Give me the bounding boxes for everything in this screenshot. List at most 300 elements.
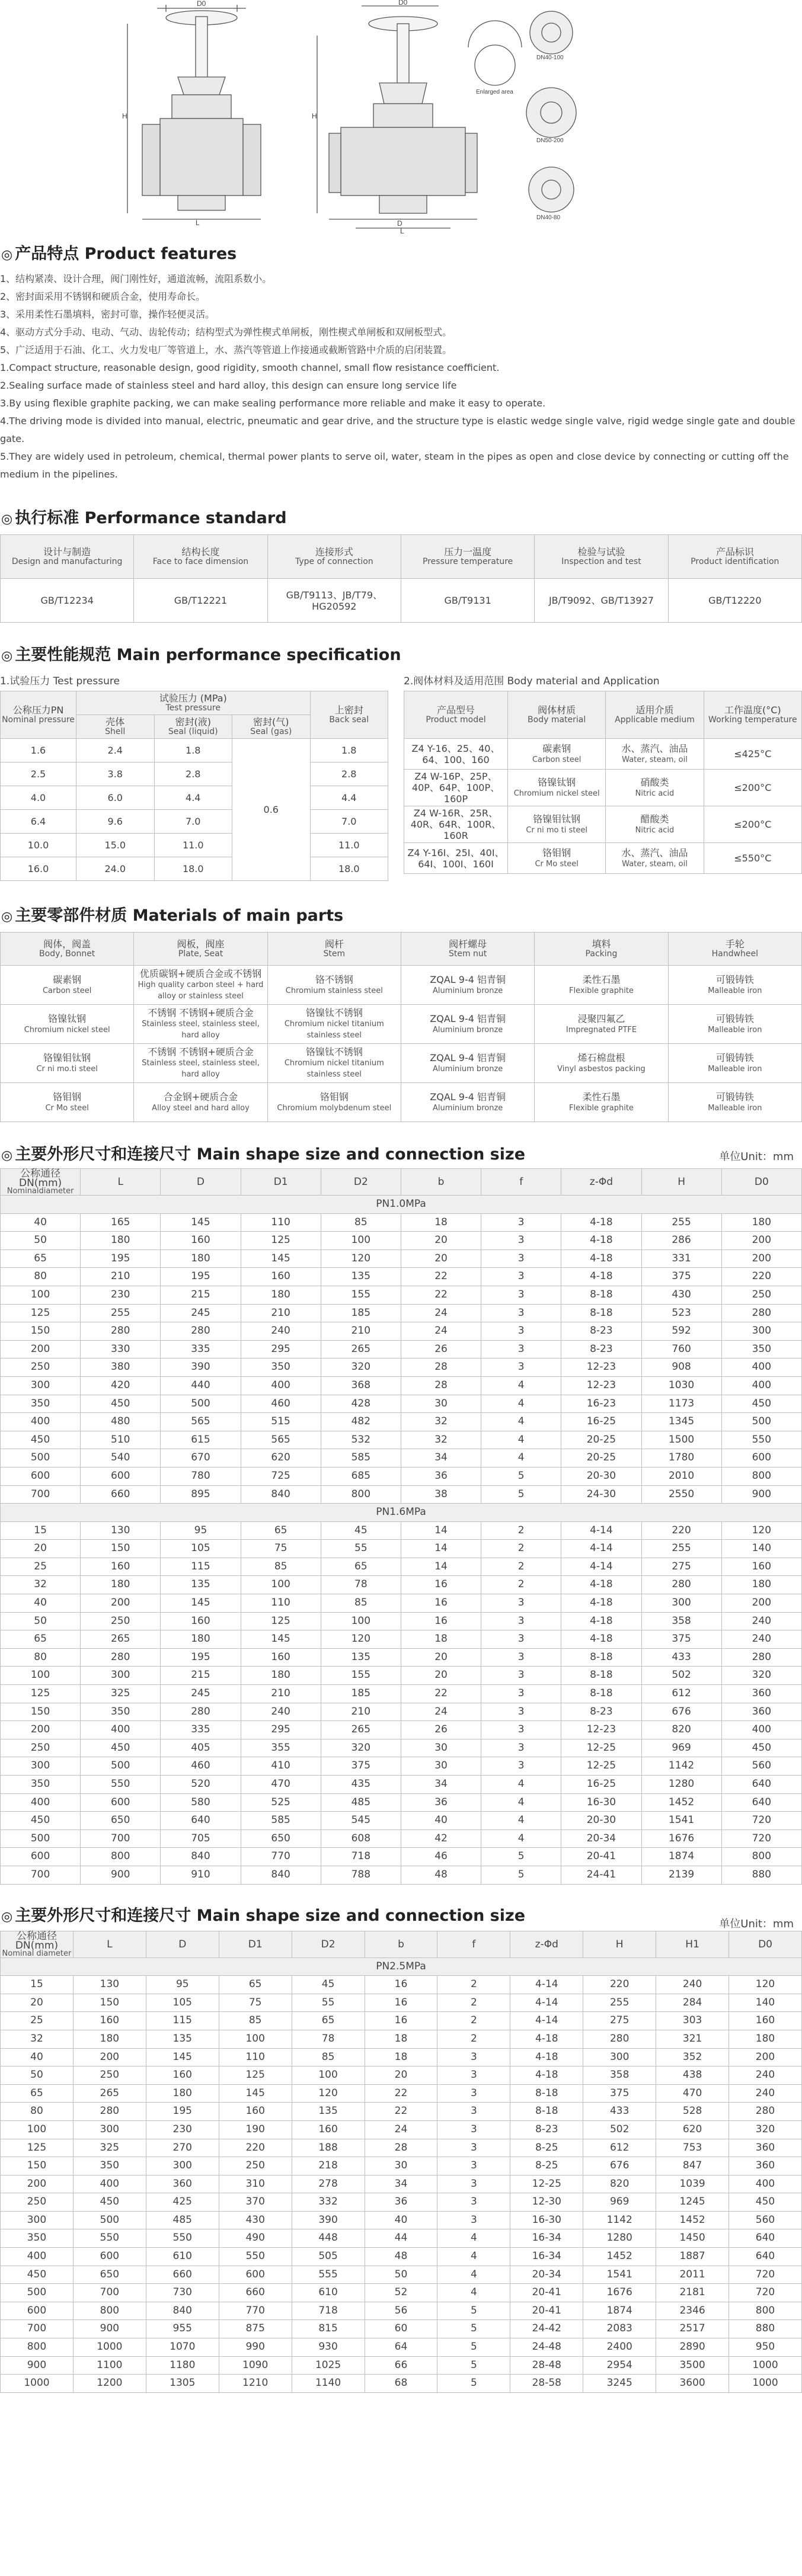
dim-cell: 16 (365, 1994, 437, 2012)
dim-cell: 470 (241, 1776, 321, 1794)
parts-cell (668, 1083, 801, 1122)
dim-cell: 85 (241, 1558, 321, 1576)
dim-cell: 3 (481, 1667, 561, 1685)
dim-cell: 3 (481, 1359, 561, 1377)
parts-cell-en: Carbon steel (42, 986, 92, 995)
dim-cell: 250 (1, 2193, 74, 2212)
dim-cell: 32 (1, 1576, 81, 1594)
dim-cell: 250 (219, 2157, 292, 2175)
dim-cell: 145 (241, 1630, 321, 1649)
dim-row (1, 1340, 802, 1359)
parts-cell-en: Malleable iron (708, 986, 762, 995)
dim-cell: 55 (292, 1994, 365, 2012)
label-dn50-200: DN50-200 (536, 137, 564, 144)
dim-cell: 430 (219, 2211, 292, 2229)
dim-cell: 3 (437, 2084, 510, 2103)
med-en: Nitric acid (635, 789, 675, 798)
parts-table (0, 932, 802, 1122)
material-app-table (404, 691, 802, 874)
dim-cell: 120 (321, 1249, 401, 1268)
dim-cell: 135 (321, 1268, 401, 1286)
dim-cell: 2550 (641, 1485, 721, 1504)
mat-model-cell: Z4 W-16R、25R、40R、64R、100R、160R (404, 806, 508, 843)
dim-cell: 420 (81, 1376, 161, 1395)
dim-cell: 620 (656, 2120, 729, 2139)
test-gas-cell: 0.6 (232, 739, 311, 881)
dim-header-col: D0 (729, 1931, 802, 1957)
dim-cell: 2 (481, 1521, 561, 1540)
dim-cell: 880 (721, 1866, 801, 1884)
dim-cell: 16-23 (561, 1395, 641, 1413)
standard-value-cell: GB/T12221 (134, 579, 267, 623)
dim-cell: 240 (721, 1612, 801, 1630)
dim-cell: 515 (241, 1413, 321, 1431)
dim-cell: 115 (146, 2012, 219, 2030)
dim-cell: 770 (241, 1848, 321, 1866)
test-cell: 18.0 (154, 857, 232, 881)
dim-row (1, 2266, 802, 2284)
dim-row (1, 2030, 802, 2048)
dim-cell: 840 (241, 1485, 321, 1504)
dim-cell: 600 (219, 2266, 292, 2284)
dim-row (1, 1594, 802, 1613)
dim-cell: 1676 (641, 1830, 721, 1848)
dim-cell: 4 (437, 2248, 510, 2266)
features-title: ◎ 产品特点 Product features (1, 245, 237, 263)
dim-cell: 65 (1, 1630, 81, 1649)
dim-cell: 615 (161, 1431, 241, 1449)
dim-cell: 140 (729, 1994, 802, 2012)
dim-cell: 528 (656, 2103, 729, 2121)
label-dn40-80: DN40-80 (536, 214, 561, 221)
parts-cell-en: Flexible graphite (569, 1103, 634, 1113)
standard-header-cell (1, 535, 134, 579)
dim-cell: 600 (81, 1793, 161, 1812)
mat-header-cell (704, 691, 801, 739)
parts-cell-en: Impregnated PTFE (565, 1025, 637, 1034)
test-row (1, 739, 388, 762)
dim-cell: 14 (401, 1558, 481, 1576)
dim-cell: 8-23 (510, 2120, 583, 2139)
dim-cell: 4-18 (510, 2066, 583, 2085)
dim-cell: 3 (437, 2175, 510, 2193)
dim-cell: 875 (219, 2320, 292, 2338)
dim-cell: 24 (365, 2120, 437, 2139)
dim-cell: 240 (656, 1976, 729, 1994)
dim-cell: 200 (721, 1249, 801, 1268)
standard-header-cell-en: Design and manufacturing (11, 556, 123, 566)
dim-cell: 245 (161, 1304, 241, 1322)
dim-cell: 85 (292, 2048, 365, 2066)
dim-cell: 100 (321, 1232, 401, 1250)
dim-cell: 400 (1, 1793, 81, 1812)
dim-cell: 676 (641, 1703, 721, 1721)
dim-cell: 550 (146, 2229, 219, 2248)
dim-cell: 800 (1, 2338, 74, 2357)
mat-en: Chromium nickel steel (513, 789, 600, 798)
dim-cell: 428 (321, 1395, 401, 1413)
dim-row (1, 1359, 802, 1377)
dim-cell: 24 (401, 1703, 481, 1721)
dim-cell: 900 (721, 1485, 801, 1504)
dim-cell: 1280 (641, 1776, 721, 1794)
dim-cell: 65 (1, 1249, 81, 1268)
parts-cell (401, 1005, 534, 1044)
parts-cell-cn: ZQAL 9-4 铝青铜 (430, 1091, 506, 1103)
dim-cell: 14 (401, 1521, 481, 1540)
parts-header-cell-cn: 阀板，阀座 (177, 938, 225, 950)
mat-row (404, 843, 802, 874)
dim-cell: 195 (146, 2103, 219, 2121)
dim-cell: 250 (81, 1612, 161, 1630)
test-cell: 7.0 (154, 810, 232, 834)
dim-cell: 50 (365, 2266, 437, 2284)
parts-cell-en: Aluminium bronze (433, 1103, 503, 1113)
dim-cell: 278 (292, 2175, 365, 2193)
dim-header-col: L (73, 1931, 146, 1957)
dim-cell: 720 (721, 1812, 801, 1830)
dim-row (1, 1213, 802, 1232)
dim-cell: 255 (583, 1994, 656, 2012)
dim-cell: 4 (481, 1376, 561, 1395)
dim-row (1, 2338, 802, 2357)
label-l-left: L (196, 219, 200, 227)
dim-cell: 1541 (641, 1812, 721, 1830)
parts-cell (267, 966, 401, 1005)
med-cn: 水、蒸汽、油品 (621, 847, 688, 858)
dim-cell: 16-25 (561, 1413, 641, 1431)
dim-row (1, 1485, 802, 1504)
dim-cell: 160 (729, 2012, 802, 2030)
dim-cell: 110 (241, 1594, 321, 1613)
dim-cell: 1180 (146, 2356, 219, 2375)
dim-cell: 8-18 (561, 1648, 641, 1667)
dim-cell: 60 (365, 2320, 437, 2338)
dim-cell: 700 (73, 2284, 146, 2302)
dim-cell: 65 (321, 1558, 401, 1576)
dim-cell: 3 (437, 2139, 510, 2157)
dim-cell: 400 (1, 1413, 81, 1431)
dim-header-col: D (146, 1931, 219, 1957)
parts-cell-cn: 浸聚四氟乙 (577, 1013, 625, 1024)
dim-cell: 30 (401, 1395, 481, 1413)
dim-cell: 1000 (729, 2356, 802, 2375)
dim-cell: 360 (721, 1703, 801, 1721)
dim-cell: 450 (729, 2193, 802, 2212)
parts-header-cell (401, 933, 534, 966)
dim-cell: 3 (437, 2048, 510, 2066)
dim-cell: 400 (721, 1359, 801, 1377)
dim-cell: 16 (401, 1576, 481, 1594)
dim-cell: 612 (641, 1685, 721, 1703)
dim-cell: 45 (321, 1521, 401, 1540)
dim-cell: 5 (437, 2375, 510, 2393)
dim-cell: 1039 (656, 2175, 729, 2193)
dim-cell: 1305 (146, 2375, 219, 2393)
dim-row (1, 1232, 802, 1250)
dim-cell: 2890 (656, 2338, 729, 2357)
dim-cell: 608 (321, 1830, 401, 1848)
standard-header-cell (535, 535, 668, 579)
dim-cell: 350 (73, 2157, 146, 2175)
dim-row (1, 1848, 802, 1866)
parts-cell-cn: 柔性石墨 (582, 1091, 621, 1103)
parts-header-cell (1, 933, 134, 966)
dim-cell: 1142 (641, 1757, 721, 1776)
dim-row (1, 1721, 802, 1739)
dim-cell: 280 (583, 2030, 656, 2048)
parts-cell-en: Vinyl asbestos packing (557, 1064, 646, 1074)
dim-row (1, 1376, 802, 1395)
dim-cell: 12-23 (561, 1376, 641, 1395)
parts-row (1, 1083, 802, 1122)
dim-cell: 30 (401, 1757, 481, 1776)
dim-row (1, 1395, 802, 1413)
dim-cell: 85 (219, 2012, 292, 2030)
dim-cell: 295 (241, 1721, 321, 1739)
dim-cell: 195 (161, 1648, 241, 1667)
dim-cell: 16-34 (510, 2248, 583, 2266)
parts-cell (535, 966, 668, 1005)
dim-cell: 8-18 (561, 1685, 641, 1703)
dim-cell: 130 (81, 1521, 161, 1540)
dim-cell: 180 (721, 1576, 801, 1594)
dim-cell: 580 (161, 1793, 241, 1812)
mat-body-cell (508, 739, 606, 770)
dim-cell: 15 (1, 1521, 81, 1540)
dim-cell: 895 (161, 1485, 241, 1504)
parts-cell-en: Chromium molybdenum steel (277, 1103, 392, 1113)
dim-cell: 135 (146, 2030, 219, 2048)
dim-cell: 450 (1, 1812, 81, 1830)
dim-cell: 3 (437, 2211, 510, 2229)
parts-cell-en: Chromium stainless steel (285, 986, 383, 995)
dim-cell: 30 (365, 2157, 437, 2175)
dim-cell: 16 (365, 1976, 437, 1994)
mat-header-cell-cn: 产品型号 (436, 704, 475, 716)
dim-cell: 12-23 (561, 1359, 641, 1377)
dim-cell: 670 (161, 1449, 241, 1468)
dim-cell: 400 (729, 2175, 802, 2193)
dim-cell: 280 (81, 1322, 161, 1341)
dim-cell: 2 (481, 1540, 561, 1558)
dim-cell: 1100 (73, 2356, 146, 2375)
dim-cell: 8-25 (510, 2157, 583, 2175)
parts-header-cell-cn: 阀杆螺母 (449, 938, 487, 950)
dim-cell: 4 (481, 1776, 561, 1794)
mat-medium-cell (606, 739, 704, 770)
dim-cell: 1000 (1, 2375, 74, 2393)
dim-cell: 425 (146, 2193, 219, 2212)
dim-cell: 300 (721, 1322, 801, 1341)
dim-cell: 12-25 (561, 1757, 641, 1776)
dim-row (1, 2066, 802, 2085)
dim-cell: 330 (81, 1340, 161, 1359)
dim-row (1, 2211, 802, 2229)
dim-cell: 5 (437, 2320, 510, 2338)
dim-cell: 2 (437, 2030, 510, 2048)
dim-row (1, 1304, 802, 1322)
dim-cell: 8-23 (561, 1340, 641, 1359)
dim-cell: 100 (1, 2120, 74, 2139)
parts-cell (1, 1005, 134, 1044)
dim-cell: 1025 (292, 2356, 365, 2375)
dim-cell: 300 (146, 2157, 219, 2175)
parts-cell (1, 1083, 134, 1122)
label-h-right: H (312, 112, 317, 120)
dim-cell: 55 (321, 1540, 401, 1558)
dim-cell: 332 (292, 2193, 365, 2212)
dim-cell: 550 (73, 2229, 146, 2248)
th-pn: 公称压力PN Nominal pressure (1, 691, 76, 739)
dim-cell: 3 (481, 1286, 561, 1304)
dim-cell: 50 (1, 1232, 81, 1250)
standard-header-cell-en: Face to face dimension (152, 556, 249, 566)
dims1-table (0, 1168, 802, 1885)
test-cell: 15.0 (76, 834, 155, 857)
dim-cell: 270 (146, 2139, 219, 2157)
dim-cell: 3 (481, 1340, 561, 1359)
dim-cell: 405 (161, 1739, 241, 1757)
parts-cell-en: Stainless steel, stainless steel, hard alloy (142, 1059, 260, 1079)
dim-cell: 358 (583, 2066, 656, 2085)
dim-cell: 160 (292, 2120, 365, 2139)
dim-row (1, 1249, 802, 1268)
mat-cn: 铬镍钛钢 (538, 776, 576, 788)
test-row (1, 857, 388, 881)
standard-header-cell-en: Type of connection (295, 556, 373, 566)
parts-cell (401, 1083, 534, 1122)
dim-cell: 335 (161, 1721, 241, 1739)
dim-cell: 1452 (641, 1793, 721, 1812)
dim-cell: 355 (241, 1739, 321, 1757)
dim-cell: 433 (641, 1648, 721, 1667)
dim-cell: 3 (481, 1304, 561, 1322)
feature-line: 2、密封面采用不锈钢和硬质合金，使用寿命长。 (0, 291, 206, 302)
performance-title: ◎ 主要性能规范 Main performance specification (1, 646, 401, 664)
dim-cell: 500 (81, 1757, 161, 1776)
performance-section (0, 645, 802, 881)
med-cn: 醋酸类 (640, 813, 669, 825)
parts-cell (401, 966, 534, 1005)
dim-cell: 4-18 (561, 1213, 641, 1232)
th-back-seal: 上密封 Back seal (310, 691, 388, 739)
dim-cell: 800 (721, 1848, 801, 1866)
dim-cell: 800 (721, 1467, 801, 1485)
mat-header-cell-cn: 适用介质 (635, 704, 674, 716)
mat-row (404, 770, 802, 806)
dim-cell: 300 (1, 2211, 74, 2229)
dim-cell: 300 (583, 2048, 656, 2066)
dim-cell: 320 (729, 2120, 802, 2139)
dim-cell: 34 (401, 1776, 481, 1794)
dim-cell: 500 (1, 1830, 81, 1848)
mat-model-cell: Z4 W-16P、25P、40P、64P、100P、160P (404, 770, 508, 806)
dim-cell: 400 (241, 1376, 321, 1395)
dim-row (1, 2157, 802, 2175)
dim-cell: 4 (481, 1830, 561, 1848)
dim-cell: 470 (656, 2084, 729, 2103)
dim-cell: 3 (481, 1739, 561, 1757)
feature-line: 2.Sealing surface made of stainless steel and hard alloy, this design can ensure long service life (0, 380, 457, 391)
parts-header-cell-en: Handwheel (711, 949, 758, 959)
dim-cell: 20 (401, 1667, 481, 1685)
dim-cell: 160 (241, 1268, 321, 1286)
dim-cell: 1345 (641, 1413, 721, 1431)
feature-line: 4.The driving mode is divided into manual, electric, pneumatic and gear drive, and the structure type is elastic wedge single valve, rigid wedge single gate and double gate. (0, 415, 795, 444)
dim-header-dn-en: Nominal diameter (2, 1949, 72, 1958)
dim-cell: 75 (241, 1540, 321, 1558)
dim-cell: 321 (656, 2030, 729, 2048)
dim-cell: 950 (729, 2338, 802, 2357)
dim-header-col: f (481, 1169, 561, 1196)
standard-header-cell (134, 535, 267, 579)
dim-row (1, 2048, 802, 2066)
dim-cell: 85 (321, 1213, 401, 1232)
dim-cell: 120 (321, 1630, 401, 1649)
dim-cell: 15 (1, 1976, 74, 1994)
dim-header-dn-en: Nominaldiameter (7, 1187, 74, 1196)
parts-cell-en: Aluminium bronze (433, 1025, 503, 1034)
dim-cell: 800 (729, 2302, 802, 2320)
dim-cell: 600 (81, 1467, 161, 1485)
dim-cell: 275 (641, 1558, 721, 1576)
parts-cell (535, 1044, 668, 1083)
dim-cell: 450 (721, 1739, 801, 1757)
dim-cell: 3 (481, 1703, 561, 1721)
dim-header-col: H (583, 1931, 656, 1957)
dim-section-label: PN1.6MPa (1, 1504, 802, 1522)
parts-header-cell-en: Stem (323, 949, 346, 959)
parts-section (0, 906, 802, 1122)
dim-cell: 210 (321, 1703, 401, 1721)
dim-cell: 40 (1, 1594, 81, 1613)
dim-cell: 180 (729, 2030, 802, 2048)
dim-cell: 240 (729, 2066, 802, 2085)
dim-cell: 550 (219, 2248, 292, 2266)
dim-cell: 230 (146, 2120, 219, 2139)
dim-cell: 300 (81, 1667, 161, 1685)
dim-cell: 350 (1, 1776, 81, 1794)
dim-row (1, 1431, 802, 1449)
dim-cell: 360 (729, 2139, 802, 2157)
dim-cell: 300 (73, 2120, 146, 2139)
dim-cell: 200 (73, 2048, 146, 2066)
dim-cell: 2954 (583, 2356, 656, 2375)
dim-cell: 180 (81, 1576, 161, 1594)
test-cell: 2.8 (154, 762, 232, 786)
standard-header-cell (668, 535, 801, 579)
dim-cell: 718 (321, 1848, 401, 1866)
mat-medium-cell (606, 843, 704, 874)
dim-cell: 4 (481, 1449, 561, 1468)
parts-cell-en: Malleable iron (708, 1103, 762, 1113)
dim-cell: 280 (721, 1304, 801, 1322)
test-cell: 4.4 (154, 786, 232, 810)
mat-en: Cr ni mo ti steel (526, 825, 587, 835)
test-cell: 16.0 (1, 857, 76, 881)
dim-cell: 25 (1, 1558, 81, 1576)
standard-header-cell-en: Product identification (691, 556, 779, 566)
standard-value-cell: GB/T9131 (401, 579, 534, 623)
dim-cell: 2139 (641, 1866, 721, 1884)
dim-cell: 80 (1, 1268, 81, 1286)
dim-cell: 430 (641, 1286, 721, 1304)
dim-cell: 275 (583, 2012, 656, 2030)
dim-cell: 180 (161, 1630, 241, 1649)
dim-cell: 585 (241, 1812, 321, 1830)
dim-cell: 3 (437, 2157, 510, 2175)
